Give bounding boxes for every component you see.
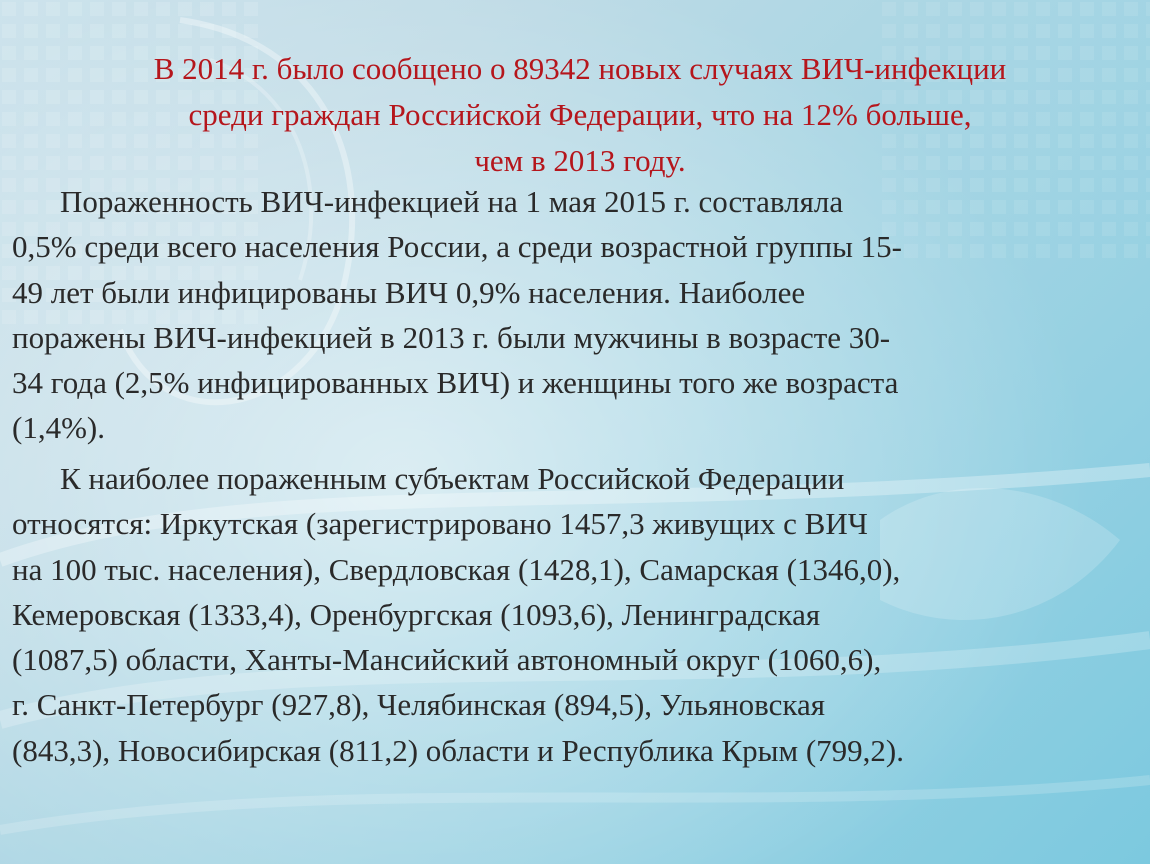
paragraph-line: Пораженность ВИЧ-инфекцией на 1 мая 2015 г. составляла: [60, 184, 844, 219]
intro-line: чем в 2013 году.: [474, 143, 686, 178]
paragraph-line: поражены ВИЧ-инфекцией в 2013 г. были мужчины в возрасте 30-: [12, 319, 891, 355]
paragraph-line: 49 лет были инфицированы ВИЧ 0,9% населения. Наиболее: [12, 274, 806, 310]
paragraph-line: относятся: Иркутская (зарегистрировано 1457,3 живущих с ВИЧ: [12, 506, 868, 542]
regions-paragraph: [12, 456, 1112, 773]
paragraph-line: на 100 тыс. населения), Свердловская (1428,1), Самарская (1346,0),: [12, 551, 901, 587]
paragraph-line: К наиболее пораженным субъектам Российской Федерации: [60, 461, 845, 496]
paragraph-line: 0,5% среди всего населения России, а среди возрастной группы 15-: [12, 229, 902, 265]
prevalence-paragraph: [12, 179, 1112, 451]
intro-line: среди граждан Российской Федерации, что на 12% больше,: [188, 97, 972, 132]
paragraph-line: г. Санкт-Петербург (927,8), Челябинская (894,5), Ульяновская: [12, 687, 826, 723]
intro-line: В 2014 г. было сообщено о 89342 новых случаях ВИЧ-инфекции: [153, 51, 1007, 86]
paragraph-line: (1,4%).: [12, 410, 105, 446]
intro-text: [40, 46, 1120, 184]
paragraph-line: Кемеровская (1333,4), Оренбургская (1093,6), Ленинградская: [12, 596, 821, 632]
paragraph-line: (1087,5) области, Ханты-Мансийский автономный округ (1060,6),: [12, 642, 882, 678]
paragraph-line: (843,3), Новосибирская (811,2) области и Республика Крым (799,2).: [12, 732, 905, 768]
paragraph-line: 34 года (2,5% инфицированных ВИЧ) и женщины того же возраста: [12, 365, 899, 401]
